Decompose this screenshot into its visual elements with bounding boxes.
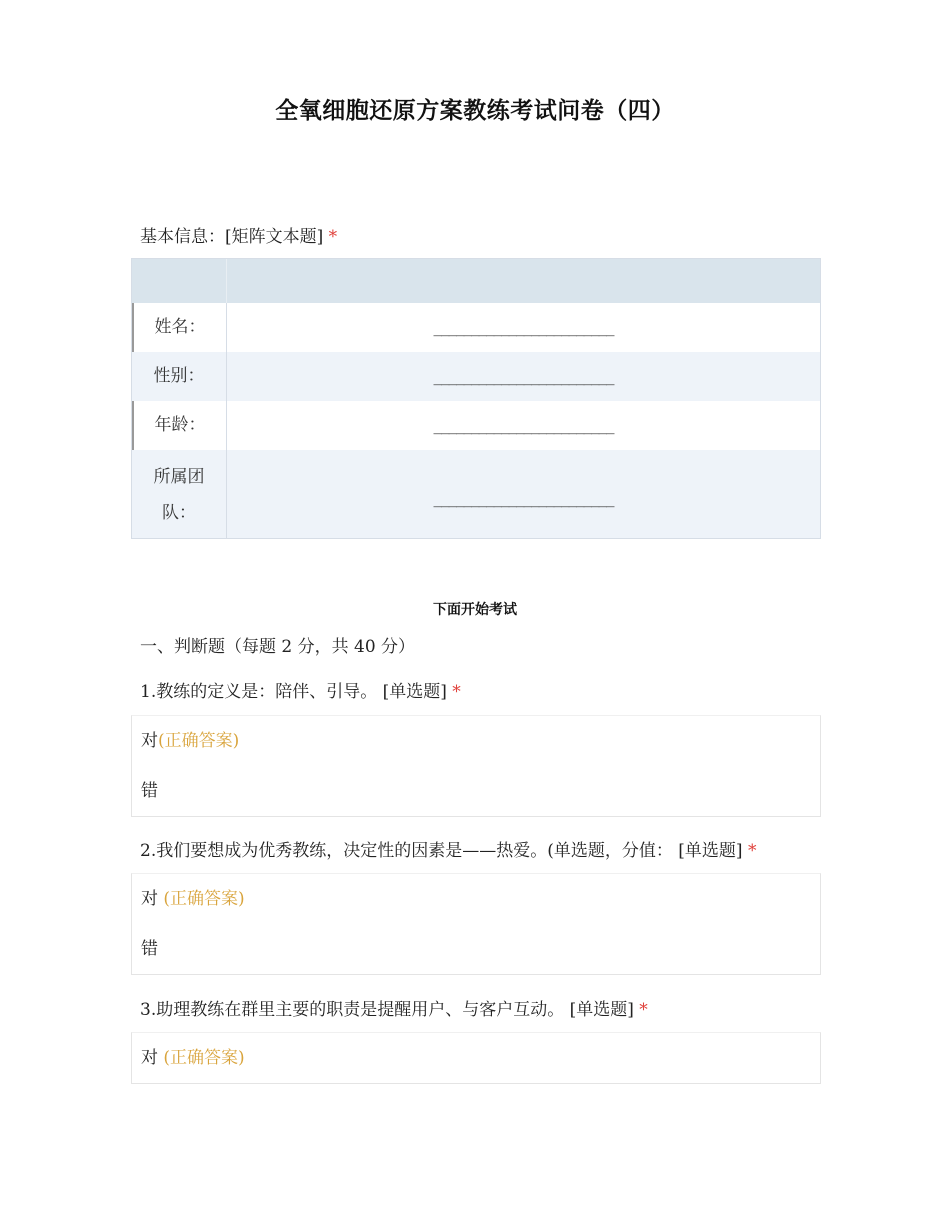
row-label-age: 年龄：	[132, 401, 227, 450]
row-label-name: 姓名：	[132, 303, 227, 352]
question-1-label: 1.教练的定义是：陪伴、引导。 [单选题]	[140, 682, 447, 702]
required-mark: *	[452, 682, 461, 702]
option-true[interactable]	[132, 716, 820, 766]
question-3-text	[140, 995, 648, 1020]
basic-info-label	[140, 222, 337, 247]
matrix-header-cell	[132, 259, 227, 303]
question-3-options	[131, 1032, 821, 1084]
page-title: 全氧细胞还原方案教练考试问卷（四）	[275, 98, 675, 124]
option-true[interactable]	[132, 874, 820, 924]
matrix-row-gender	[132, 352, 820, 401]
question-1-text	[140, 677, 461, 702]
option-false[interactable]	[132, 766, 820, 816]
age-input[interactable]: ________________________	[433, 415, 614, 435]
question-2-label: 2.我们要想成为优秀教练，决定性的因素是——热爱。(单选题，分值： [单选题]	[140, 841, 743, 861]
option-false[interactable]	[132, 924, 820, 974]
row-label-team-line1: 所属团	[153, 467, 205, 487]
required-mark: *	[639, 1000, 648, 1020]
question-3-label: 3.助理教练在群里主要的职责是提醒用户、与客户互动。 [单选题]	[140, 1000, 634, 1020]
matrix-row-name	[132, 303, 820, 352]
correct-answer-note: (正确答案)	[158, 731, 240, 751]
correct-answer-note: (正确答案)	[158, 1048, 245, 1068]
required-mark: *	[747, 841, 757, 861]
matrix-header-cell	[227, 259, 820, 303]
option-true[interactable]	[132, 1033, 820, 1083]
gender-input[interactable]: ________________________	[433, 366, 614, 386]
matrix-header-row	[132, 259, 820, 303]
matrix-row-team	[132, 450, 820, 538]
section1-title: 一、判断题（每题 2 分，共 40 分）	[140, 637, 416, 657]
option-label: 错	[141, 781, 158, 801]
name-input[interactable]: ________________________	[433, 317, 614, 337]
required-mark: *	[328, 227, 338, 247]
option-label: 对	[141, 1048, 158, 1068]
question-2-options	[131, 873, 821, 975]
option-label: 对	[141, 889, 158, 909]
section-heading: 下面开始考试	[433, 602, 517, 618]
question-2-text	[140, 836, 756, 861]
matrix-row-age	[132, 401, 820, 450]
correct-answer-note: (正确答案)	[158, 889, 245, 909]
question-1-options	[131, 715, 821, 817]
row-label-team-line2: 队：	[162, 503, 196, 523]
team-input[interactable]: ________________________	[433, 488, 614, 508]
row-label-team	[132, 450, 227, 538]
option-label: 对	[141, 731, 158, 751]
basic-info-matrix	[131, 258, 821, 539]
option-label: 错	[141, 939, 158, 959]
basic-info-label-text: 基本信息：[矩阵文本题]	[140, 227, 324, 247]
row-label-gender: 性别：	[132, 352, 227, 401]
